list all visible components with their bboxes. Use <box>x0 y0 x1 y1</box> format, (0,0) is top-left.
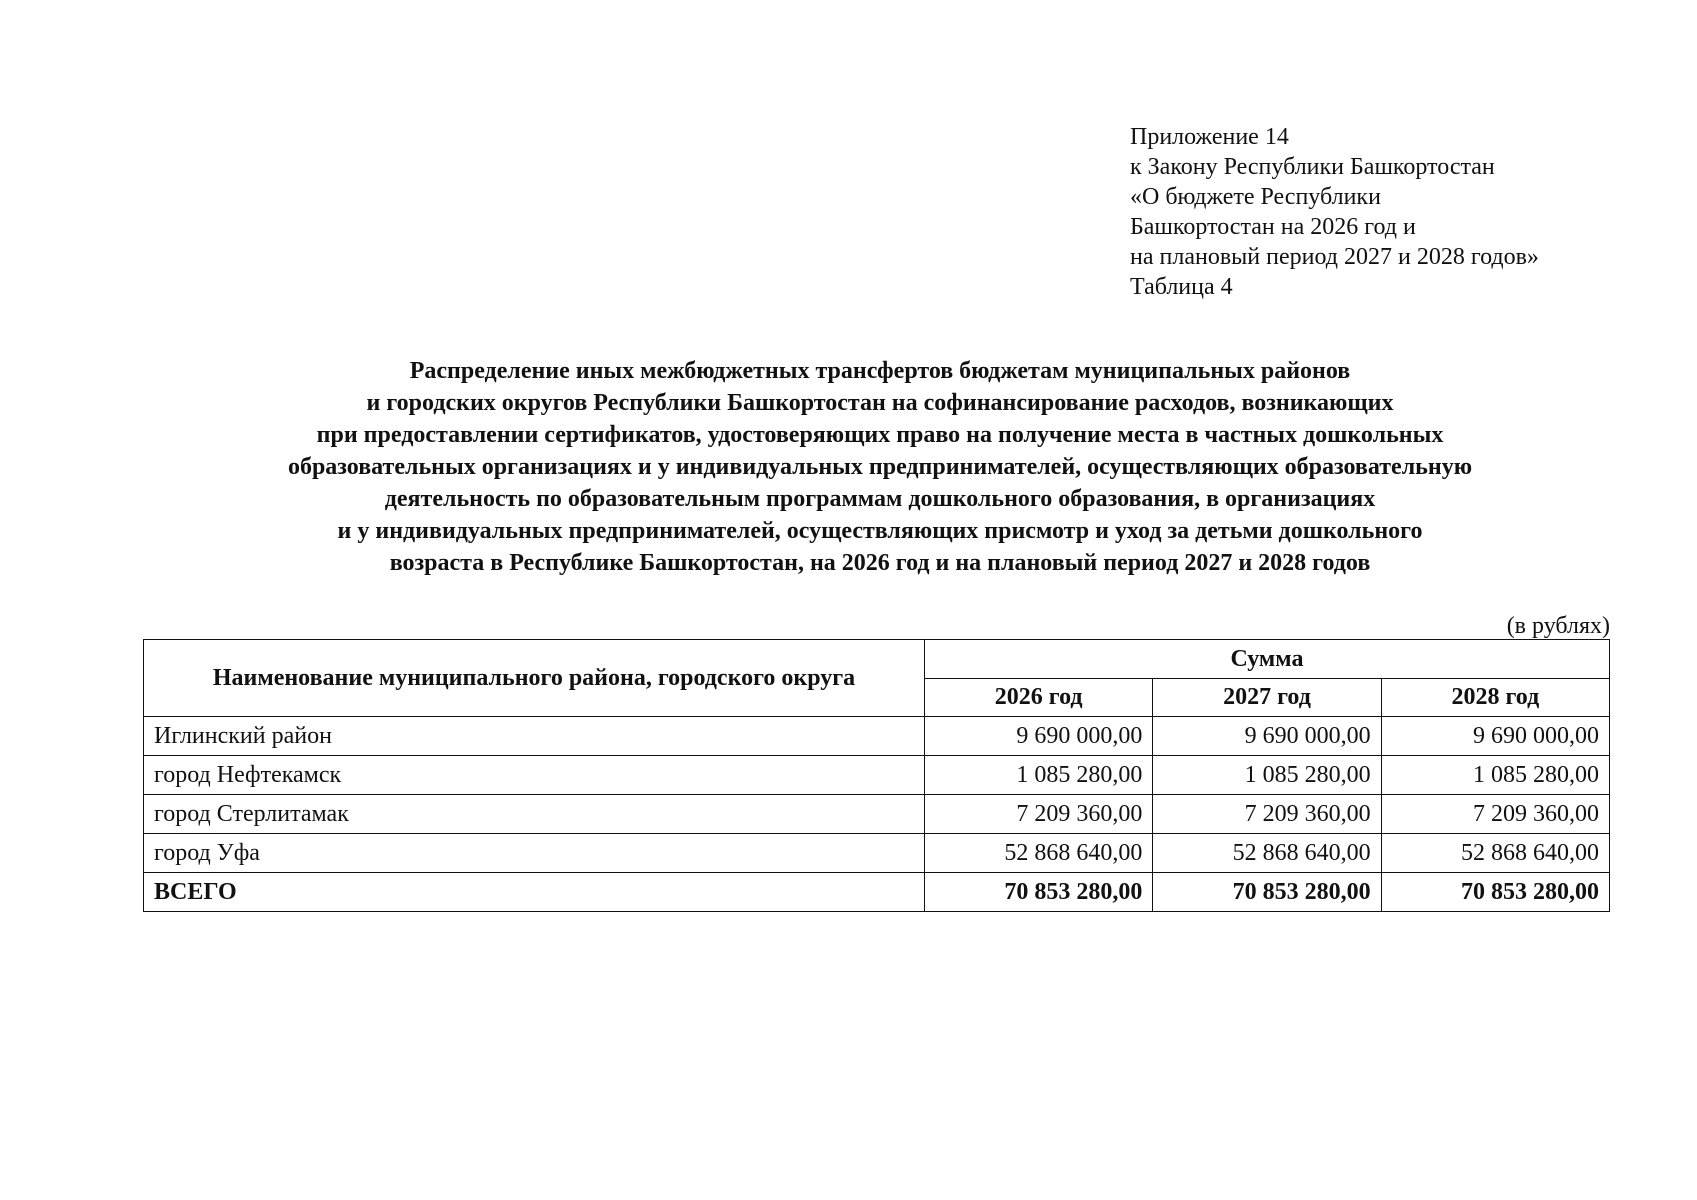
row-value: 9 690 000,00 <box>1153 717 1381 756</box>
total-value: 70 853 280,00 <box>1153 873 1381 912</box>
total-value: 70 853 280,00 <box>1381 873 1609 912</box>
row-value: 52 868 640,00 <box>1153 834 1381 873</box>
title-line: и у индивидуальных предпринимателей, осуществляющих присмотр и уход за детьми дошкольного <box>337 518 1423 544</box>
title-line: образовательных организациях и у индивидуальных предпринимателей, осуществляющих образовательную <box>287 454 1473 480</box>
row-value: 52 868 640,00 <box>925 834 1153 873</box>
total-row <box>144 873 1610 912</box>
header-year: 2026 год <box>925 679 1153 717</box>
row-value: 1 085 280,00 <box>1381 756 1609 795</box>
row-value: 7 209 360,00 <box>1153 795 1381 834</box>
appendix-line: Таблица 4 <box>1130 274 1233 300</box>
title-line: деятельность по образовательным программам дошкольного образования, в организациях <box>384 486 1376 512</box>
row-value: 7 209 360,00 <box>1381 795 1609 834</box>
table-row <box>144 834 1610 873</box>
title-line: при предоставлении сертификатов, удостоверяющих право на получение места в частных дошкольных <box>316 422 1444 448</box>
appendix-line: на плановый период 2027 и 2028 годов» <box>1130 244 1539 270</box>
header-name: Наименование муниципального района, городского округа <box>144 640 925 717</box>
transfers-table <box>143 639 1610 912</box>
total-label: ВСЕГО <box>144 873 925 912</box>
title-line: Распределение иных межбюджетных трансфертов бюджетам муниципальных районов <box>409 358 1351 384</box>
row-value: 1 085 280,00 <box>925 756 1153 795</box>
table-row <box>144 756 1610 795</box>
units-note: (в рублях) <box>1506 613 1610 639</box>
appendix-block <box>1130 122 1670 302</box>
appendix-line: к Закону Республики Башкортостан <box>1130 154 1495 180</box>
appendix-line: «О бюджете Республики <box>1130 184 1381 210</box>
row-name: город Уфа <box>144 834 925 873</box>
header-year: 2027 год <box>1153 679 1381 717</box>
row-value: 1 085 280,00 <box>1153 756 1381 795</box>
table-row <box>144 795 1610 834</box>
row-value: 9 690 000,00 <box>1381 717 1609 756</box>
header-year: 2028 год <box>1381 679 1609 717</box>
row-name: город Нефтекамск <box>144 756 925 795</box>
row-name: Иглинский район <box>144 717 925 756</box>
row-value: 9 690 000,00 <box>925 717 1153 756</box>
row-value: 52 868 640,00 <box>1381 834 1609 873</box>
row-name: город Стерлитамак <box>144 795 925 834</box>
title-line: и городских округов Республики Башкортостан на софинансирование расходов, возникающих <box>366 390 1394 416</box>
document-title <box>140 355 1620 579</box>
row-value: 7 209 360,00 <box>925 795 1153 834</box>
table-row <box>144 717 1610 756</box>
title-line: возраста в Республике Башкортостан, на 2026 год и на плановый период 2027 и 2028 годов <box>389 550 1371 576</box>
appendix-line: Башкортостан на 2026 год и <box>1130 214 1416 240</box>
appendix-line: Приложение 14 <box>1130 124 1289 150</box>
total-value: 70 853 280,00 <box>925 873 1153 912</box>
header-sum: Сумма <box>925 640 1610 679</box>
